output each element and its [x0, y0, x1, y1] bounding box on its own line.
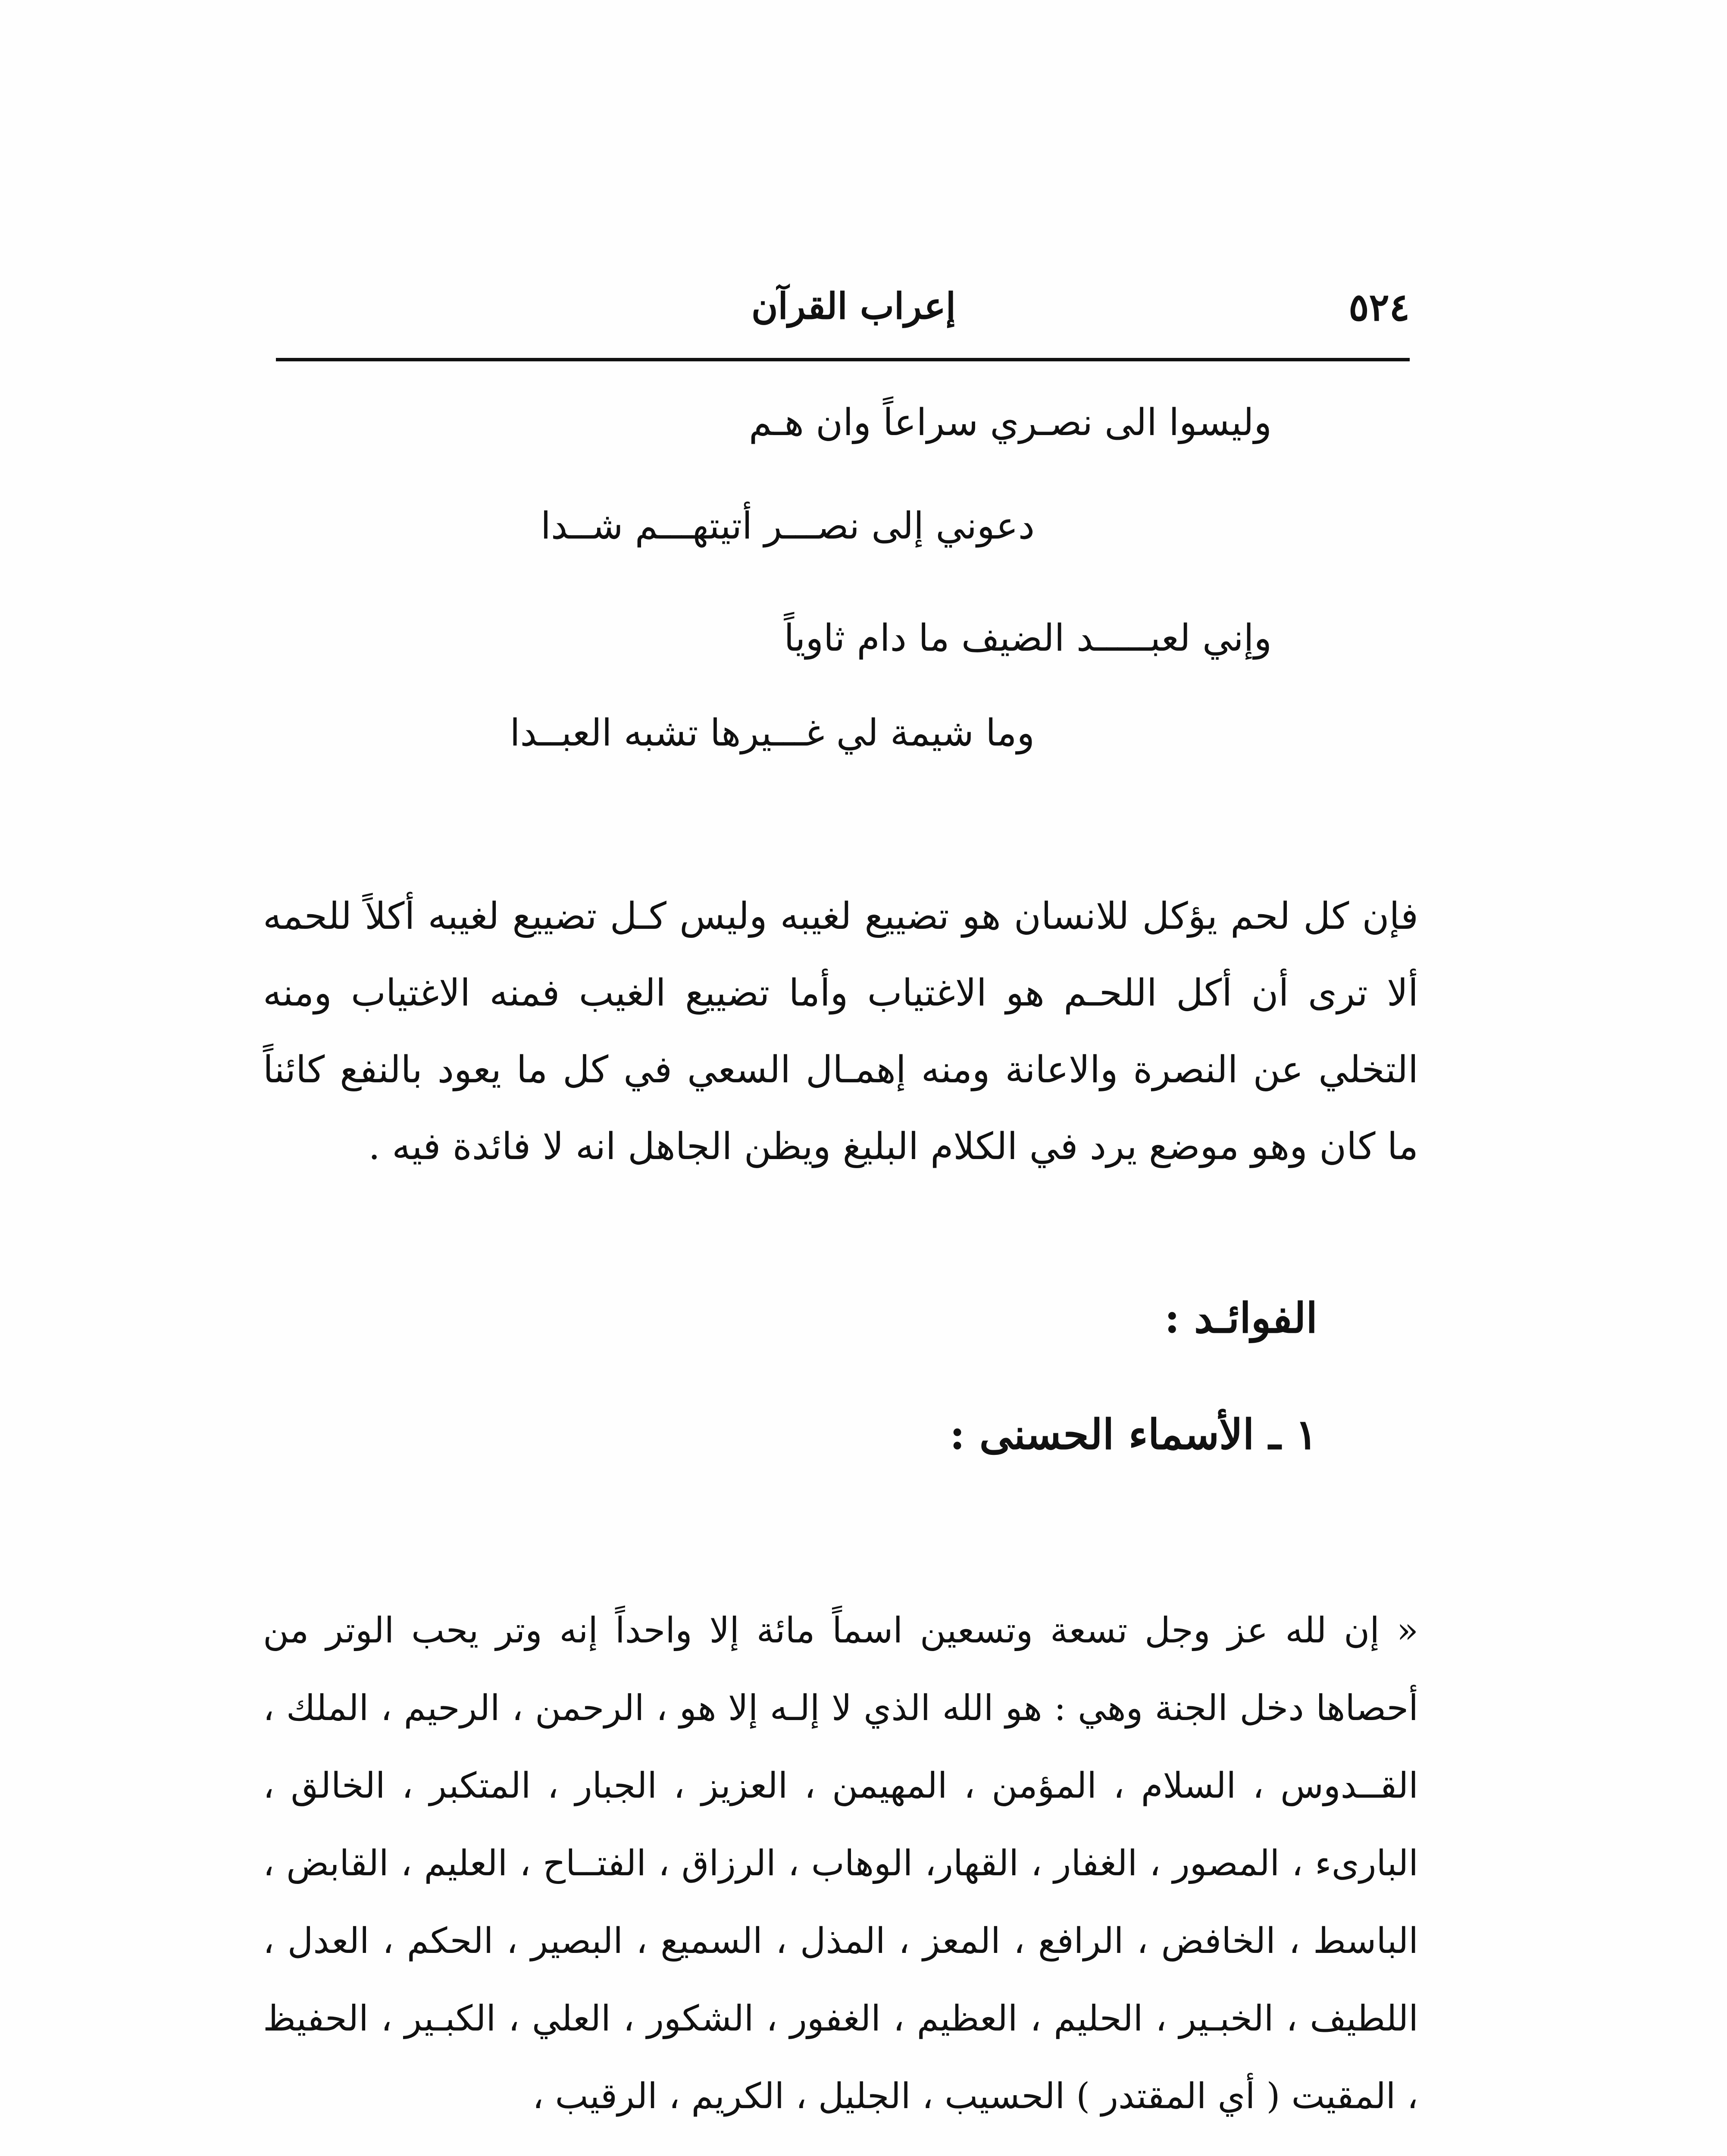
- running-title: إعراب القرآن: [751, 285, 956, 327]
- poem-verse: وإني لعبـــــد الضيف ما دام ثاوياً: [784, 617, 1272, 660]
- subsection-heading-names: ١ ـ الأسماء الحسنى :: [949, 1410, 1317, 1459]
- poem-verse: وليسوا الى نصـري سراعاً وان هـم: [749, 401, 1272, 444]
- poem-verse: وما شيمة لي غـــيرها تشبه العبــدا: [510, 711, 1035, 755]
- hadith-paragraph: « إن لله عز وجل تسعة وتسعين اسماً مائة إلا واحداً إنه وتر يحب الوتر من أحصاها دخل الجنة وهي : هو الله الذي لا إلـه إلا هو ، الرحمن ، الرحيم ، الملك ، القــدوس ، السلام ، المؤمن ، المهيمن ، العزيز ، الجبار ، المتكبر ، الخالق ، البارىء ، المصور ، الغفار ، القهار، الوهاب ، الرزاق ، الفتــاح ، العليم ، القابض ، الباسط ، الخافض ، الرافع ، المعز ، المذل ، السميع ، البصير ، الحكم ، العدل ، اللطيف ، الخبـير ، الحليم ، العظيم ، الغفور ، الشكور ، العلي ، الكبـير ، الحفيظ ، المقيت ( أي المقتدر ) الحسيب ، الجليل ، الكريم ، الرقيب ،: [263, 1610, 1418, 2117]
- header-rule: [276, 358, 1410, 361]
- page-header: [276, 285, 1410, 336]
- poem-verse: دعوني إلى نصـــر أتيتهـــم شــدا: [540, 505, 1035, 548]
- page-number: ٥٢٤: [1348, 285, 1410, 329]
- section-heading-benefits: الفوائـد :: [1164, 1294, 1317, 1342]
- body-paragraph: فإن كل لحم يؤكل للانسان هو تضييع لغيبه وليس كـل تضييع لغيبه أكلاً للحمه ألا ترى أن أكل اللحـم هو الاغتياب وأما تضييع الغيب فمنه الاغتياب ومنه التخلي عن النصرة والاعانة ومنه إهمـال السعي في كل ما يعود بالنفع كائناً ما كان وهو موضع يرد في الكلام البليغ ويظن الجاهل انه لا فائدة فيه .: [263, 895, 1418, 1168]
- poem: [388, 401, 1272, 811]
